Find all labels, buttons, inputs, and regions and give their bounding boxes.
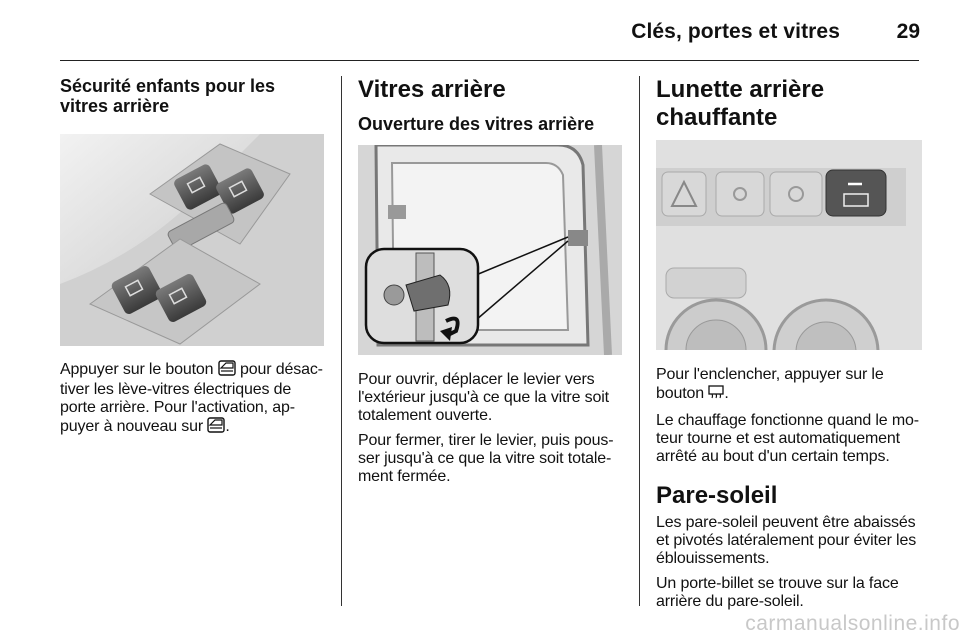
rear-window-lever-figure	[358, 145, 622, 355]
column-child-safety	[60, 76, 324, 445]
child-safety-heading: Sécurité enfants pour les vitres arrière	[60, 76, 276, 116]
page-number: 29	[896, 20, 920, 43]
ticket-holder-paragraph: Un porte-billet se trouve sur la face arrière du pare-soleil.	[656, 575, 899, 610]
column-divider-2	[639, 76, 640, 606]
child-safety-paragraph: Appuyer sur le bouton pour désac-tiver les lève-vitres électriques de porte arrière. Pour l'activation, ap-puyer à nouveau sur .	[60, 360, 324, 438]
watermark: carmanualsonline.info	[745, 612, 960, 635]
child-lock-window-icon	[218, 360, 236, 381]
column-rear-windows	[358, 76, 622, 493]
page-header-title: Clés, portes et vitres	[631, 20, 840, 43]
heated-rear-window-button-figure	[656, 140, 922, 350]
heated-rear-window-info-paragraph: Le chauffage fonctionne quand le mo-teur tourne et est automatiquement arrêté au bout d'un certain temps.	[656, 412, 919, 465]
rear-windows-subheading: Ouverture des vitres arrière	[358, 114, 595, 134]
heated-rear-window-icon	[708, 384, 724, 405]
column-heated-rear-window	[656, 76, 922, 618]
rear-windows-open-paragraph: Pour ouvrir, déplacer le levier vers l'extérieur jusqu'à ce que la vitre soit totalement ouverte.	[358, 371, 609, 424]
heated-rear-window-paragraph: Pour l'enclencher, appuyer sur le bouton .	[656, 366, 922, 405]
sun-visors-title: Pare-soleil	[656, 482, 778, 509]
window-switch-panel-figure	[60, 134, 324, 346]
header-rule	[60, 60, 919, 61]
rear-windows-close-paragraph: Pour fermer, tirer le levier, puis pous-ser jusqu'à ce que la vitre soit totale-ment fermée.	[358, 432, 614, 485]
sun-visors-paragraph: Les pare-soleil peuvent être abaissés et pivotés latéralement pour éviter les éblouissements.	[656, 514, 917, 567]
rear-windows-title: Vitres arrière	[358, 76, 506, 103]
column-divider-1	[341, 76, 342, 606]
heated-rear-window-title: Lunette arrière chauffante	[656, 76, 825, 131]
child-lock-window-icon	[207, 417, 225, 438]
